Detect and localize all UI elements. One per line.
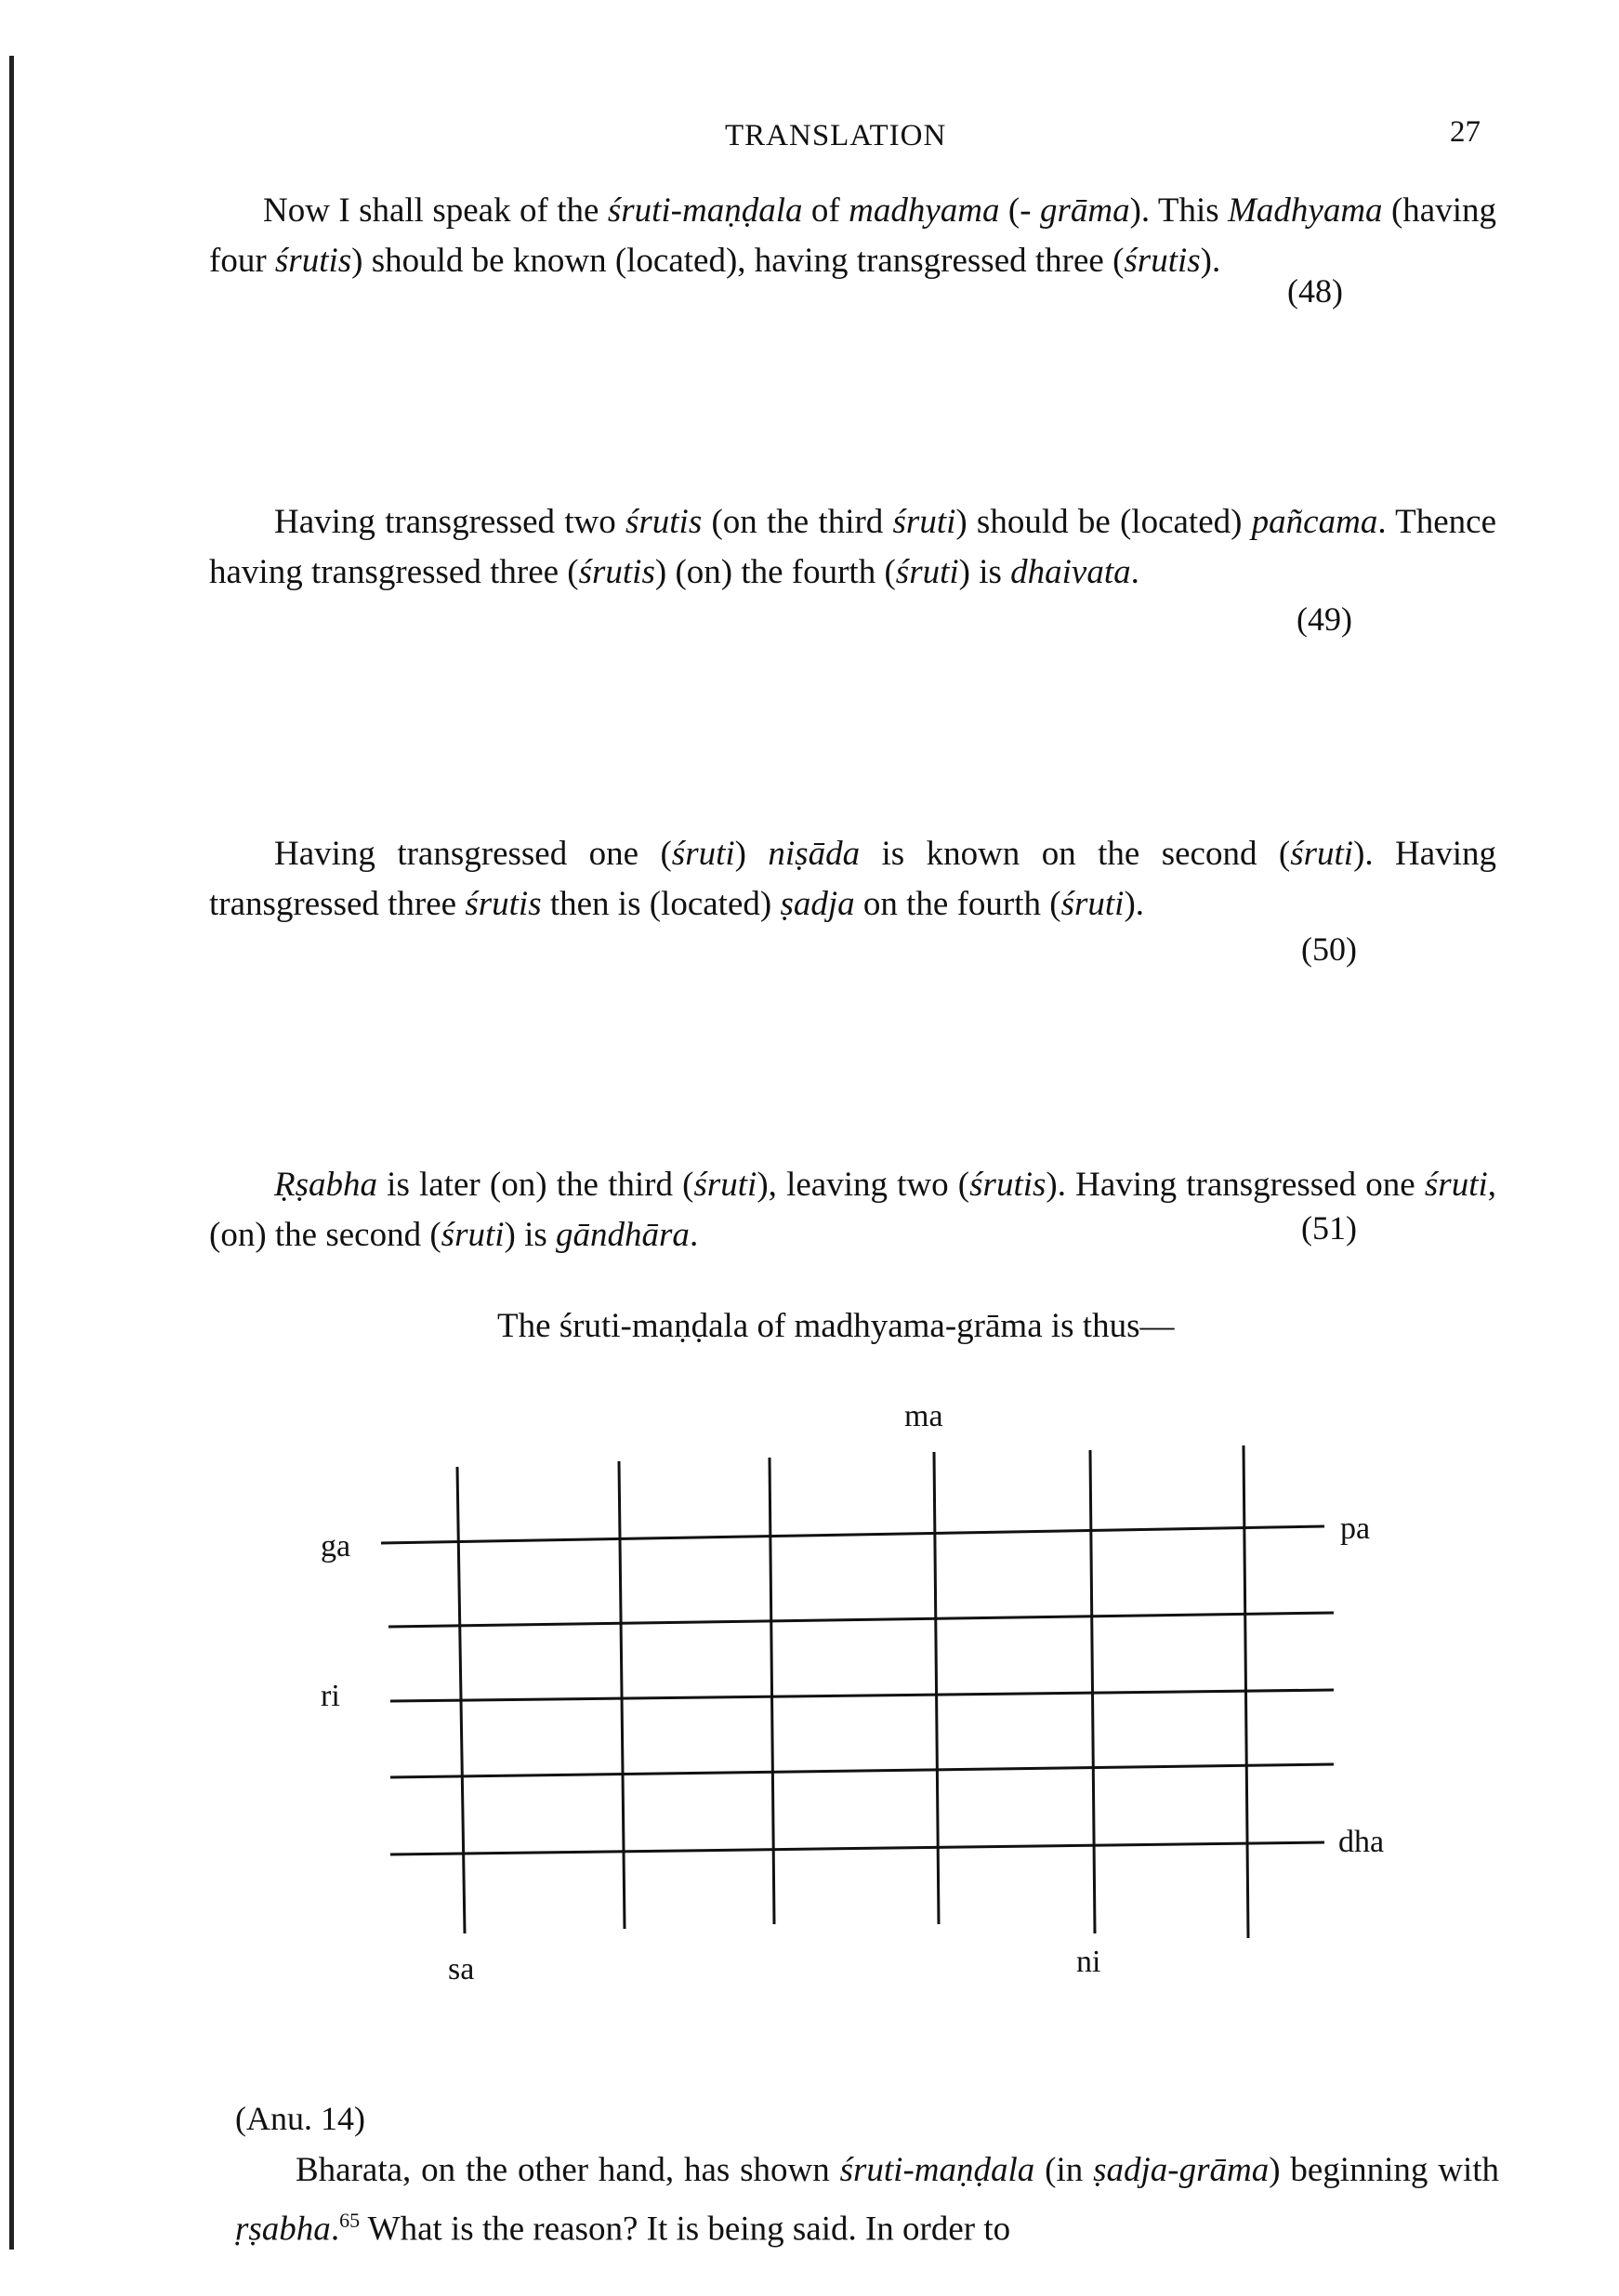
label-sa: sa xyxy=(448,1952,475,1986)
label-ga: ga xyxy=(321,1529,351,1564)
verse-50-text: Having transgressed one (śruti) niṣāda is known on the second (śruti). Having transgressed three śrutis then is (located) ṣadja on the fourth (śruti). xyxy=(209,835,1496,923)
verse-number-49: (49) xyxy=(1297,600,1352,638)
verse-49-text: Having transgressed two śrutis (on the third śruti) should be (located) pañcama. Thence having transgressed three (śrutis) (on) the fourth (śruti) is dhaivata. xyxy=(209,503,1496,591)
verse-48-text: Now I shall speak of the śruti-maṇḍala of madhyama (- grāma). This Madhyama (having four śrutis) should be known (located), having transgressed three (śrutis). xyxy=(209,191,1496,280)
section-marker: (Anu. 14) xyxy=(235,2100,365,2137)
grid-line-h5 xyxy=(390,1842,1324,1854)
verse-51-text: Ṛṣabha is later (on) the third (śruti), leaving two (śrutis). Having transgressed one śruti, (on) the second (śruti) is gāndhāra. xyxy=(209,1166,1496,1254)
grid-line-h3 xyxy=(390,1690,1334,1701)
grid-line-v3 xyxy=(770,1458,774,1924)
verse-number-48: (48) xyxy=(1287,272,1343,310)
verse-number-50: (50) xyxy=(1301,930,1357,968)
label-ni: ni xyxy=(1076,1945,1101,1979)
diagram-caption: The śruti-maṇḍala of madhyama-grāma is thus— xyxy=(497,1307,1175,1345)
label-pa: pa xyxy=(1340,1511,1371,1546)
label-ri: ri xyxy=(321,1679,340,1713)
page-number: 27 xyxy=(1450,115,1481,149)
verse-number-51: (51) xyxy=(1301,1209,1357,1247)
label-ma: ma xyxy=(904,1399,943,1433)
grid-line-v4 xyxy=(934,1452,939,1924)
grid-line-v2 xyxy=(619,1461,625,1929)
anuccheda-14-text: Bharata, on the other hand, has shown śruti-maṇḍala (in ṣadja-grāma) beginning with ṛṣabha.$^{65}$ What is the reason? It is being said. In order to xyxy=(235,2151,1500,2249)
grid-line-h4 xyxy=(390,1764,1334,1777)
label-dha: dha xyxy=(1338,1825,1385,1859)
footnote-marker[interactable]: 65 xyxy=(339,2209,361,2232)
running-head: TRANSLATION xyxy=(725,119,947,152)
grid-line-h1 xyxy=(381,1526,1324,1543)
grid-line-h2 xyxy=(388,1613,1334,1627)
